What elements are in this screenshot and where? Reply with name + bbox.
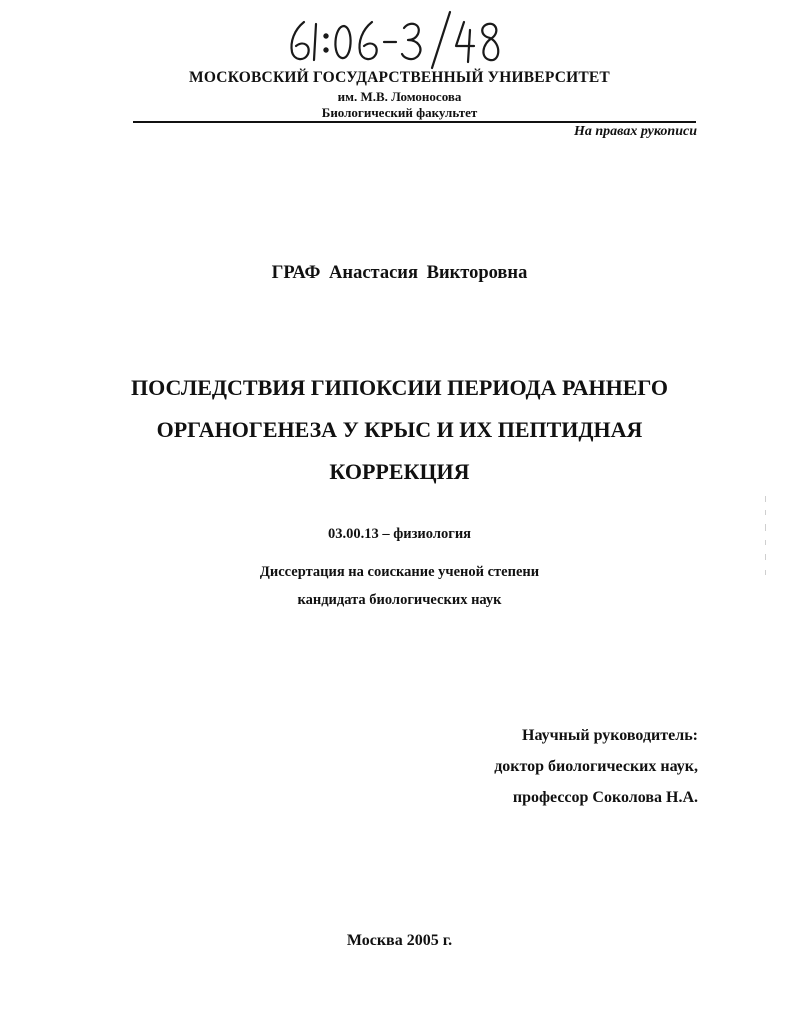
- author-name: ГРАФ Анастасия Викторовна: [271, 263, 528, 283]
- title-line: ПОСЛЕДСТВИЯ ГИПОКСИИ ПЕРИОДА РАННЕГО: [131, 375, 668, 400]
- supervisor-name: профессор Соколова Н.А.: [512, 789, 698, 806]
- supervisor-degree: доктор биологических наук,: [494, 758, 698, 775]
- city-year: Москва 2005 г.: [346, 932, 453, 949]
- dissertation-degree-line-1: Диссертация на соискание ученой степени: [259, 564, 540, 580]
- rights-note: На правах рукописи: [574, 124, 697, 139]
- faculty-name: Биологический факультет: [321, 105, 478, 120]
- handwritten-signature-graphic: [282, 8, 502, 70]
- title-line: КОРРЕКЦИЯ: [329, 459, 470, 484]
- specialty-code: 03.00.13 – физиология: [327, 526, 472, 542]
- scan-edge-artifact: [765, 496, 767, 586]
- dissertation-title: [0, 367, 799, 493]
- university-name: МОСКОВСКИЙ ГОСУДАРСТВЕННЫЙ УНИВЕРСИТЕТ: [189, 69, 610, 86]
- supervisor-block: [494, 720, 698, 813]
- dissertation-degree-line-2: кандидата биологических наук: [297, 592, 502, 608]
- header-divider: [133, 121, 696, 123]
- title-line: ОРГАНОГЕНЕЗА У КРЫС И ИХ ПЕПТИДНАЯ: [156, 417, 643, 442]
- university-named-after: им. М.В. Ломоносова: [337, 89, 462, 104]
- handwritten-call-number: [282, 8, 502, 70]
- supervisor-label: Научный руководитель:: [522, 727, 698, 744]
